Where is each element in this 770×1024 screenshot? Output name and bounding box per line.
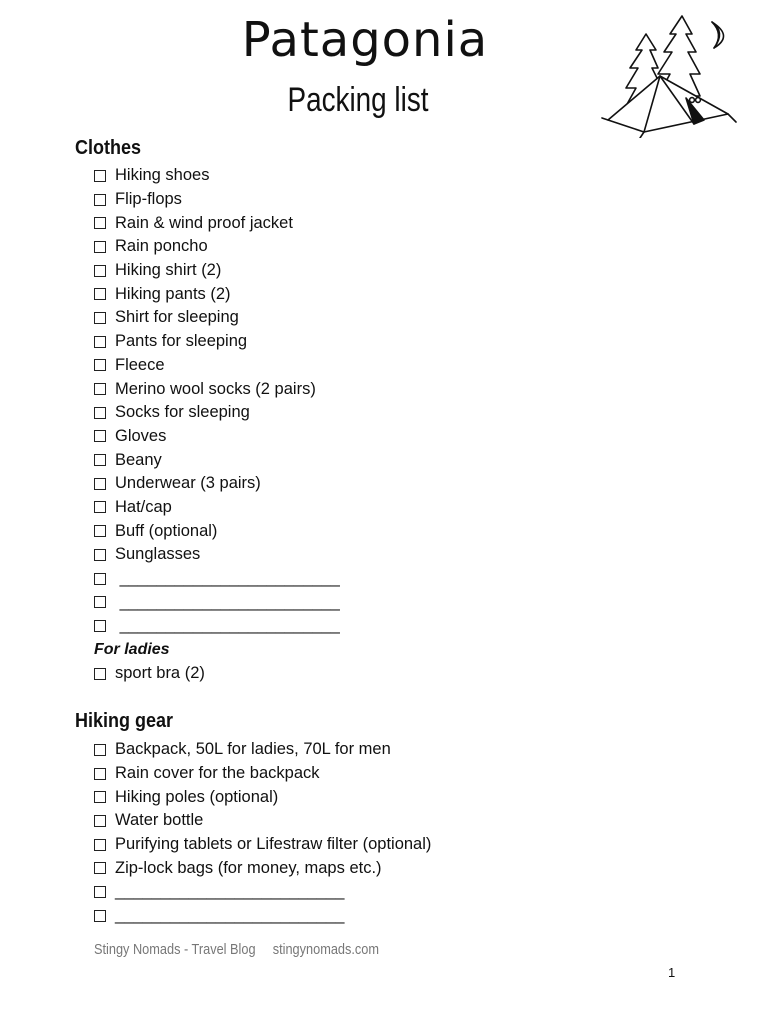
checklist-item	[94, 833, 431, 857]
checklist-item-label: Flip-flops	[115, 190, 182, 209]
checklist-item	[94, 354, 340, 378]
checklist-item	[94, 856, 431, 880]
checkbox[interactable]	[94, 596, 106, 608]
checklist-item-label: Underwear (3 pairs)	[115, 474, 261, 493]
checklist-item-label: Rain cover for the backpack	[115, 764, 320, 783]
section-heading-hiking-gear: Hiking gear	[75, 710, 174, 732]
checklist-item	[94, 188, 340, 212]
checkbox[interactable]	[94, 478, 106, 490]
checklist-item-label: ________________________	[115, 616, 340, 635]
checkbox[interactable]	[94, 525, 106, 537]
checklist-item-label: Gloves	[115, 426, 167, 445]
checklist-item	[94, 762, 431, 786]
for-ladies-heading: For ladies	[94, 641, 170, 658]
checkbox[interactable]	[94, 170, 106, 182]
checkbox[interactable]	[94, 265, 106, 277]
checkbox[interactable]	[94, 839, 106, 851]
section-heading-clothes: Clothes	[75, 137, 142, 159]
checklist-item	[94, 880, 431, 904]
checklist-item	[94, 519, 340, 543]
ladies-checklist	[94, 662, 205, 686]
checklist-item	[94, 738, 431, 762]
checkbox[interactable]	[94, 549, 106, 561]
checklist-item	[94, 567, 340, 591]
checklist-item-label: ________________________	[115, 569, 340, 588]
checklist-item-label: Hiking poles (optional)	[115, 787, 279, 806]
checklist-item-label: Hat/cap	[115, 497, 172, 516]
clothes-checklist	[94, 164, 340, 638]
checklist-item	[94, 306, 340, 330]
checkbox[interactable]	[94, 862, 106, 874]
checklist-item-label: Beany	[115, 450, 162, 469]
checkbox[interactable]	[94, 620, 106, 632]
checkbox[interactable]	[94, 359, 106, 371]
checkbox[interactable]	[94, 241, 106, 253]
page-number: 1	[668, 965, 676, 980]
hiking-gear-checklist	[94, 738, 431, 928]
checkbox[interactable]	[94, 407, 106, 419]
footer-brand: Stingy Nomads - Travel Blog	[94, 941, 256, 958]
checklist-item-label: Backpack, 50L for ladies, 70L for men	[115, 740, 391, 759]
checklist-item-label: ________________________	[115, 592, 340, 611]
footer	[94, 941, 379, 958]
checklist-item	[94, 377, 340, 401]
checklist-item	[94, 785, 431, 809]
checklist-item-label: Zip-lock bags (for money, maps etc.)	[115, 858, 382, 877]
checklist-item	[94, 543, 340, 567]
checklist-item-label: Rain & wind proof jacket	[115, 213, 293, 232]
checkbox[interactable]	[94, 744, 106, 756]
checklist-item	[94, 662, 205, 686]
checklist-item-label: Rain poncho	[115, 237, 208, 256]
checkbox[interactable]	[94, 336, 106, 348]
checklist-item	[94, 904, 431, 928]
checklist-item-label: Hiking pants (2)	[115, 284, 231, 303]
checkbox[interactable]	[94, 312, 106, 324]
footer-url: stingynomads.com	[272, 941, 380, 958]
checklist-item	[94, 425, 340, 449]
checklist-item	[94, 809, 431, 833]
page-subtitle: Packing list	[287, 81, 429, 119]
checklist-item	[94, 330, 340, 354]
checkbox[interactable]	[94, 573, 106, 585]
checklist-item	[94, 164, 340, 188]
checklist-item-label: Buff (optional)	[115, 521, 218, 540]
checklist-item	[94, 496, 340, 520]
checklist-item-label: Socks for sleeping	[115, 403, 250, 422]
checklist-item-label: Hiking shoes	[115, 166, 210, 185]
checklist-item-label: Hiking shirt (2)	[115, 261, 222, 280]
checkbox[interactable]	[94, 501, 106, 513]
checkbox[interactable]	[94, 383, 106, 395]
checklist-item-label: Fleece	[115, 355, 165, 374]
checkbox[interactable]	[94, 815, 106, 827]
checkbox[interactable]	[94, 791, 106, 803]
checklist-item	[94, 211, 340, 235]
checklist-item-label: Merino wool socks (2 pairs)	[115, 379, 316, 398]
checklist-item-label: Purifying tablets or Lifestraw filter (optional)	[115, 835, 432, 854]
checklist-item-label: Water bottle	[115, 811, 204, 830]
camping-tent-trees-moon-icon	[600, 14, 740, 138]
checklist-item-label: _________________________	[115, 906, 345, 925]
checkbox[interactable]	[94, 910, 106, 922]
checkbox[interactable]	[94, 194, 106, 206]
checkbox[interactable]	[94, 454, 106, 466]
checklist-item-label: Pants for sleeping	[115, 332, 248, 351]
checklist-item	[94, 614, 340, 638]
checklist-item	[94, 401, 340, 425]
checklist-item-label: _________________________	[115, 882, 345, 901]
page-title: Patagonia	[241, 12, 489, 68]
checklist-item	[94, 590, 340, 614]
checklist-item	[94, 448, 340, 472]
checklist-item	[94, 472, 340, 496]
checklist-item-label: Shirt for sleeping	[115, 308, 239, 327]
checkbox[interactable]	[94, 668, 106, 680]
checkbox[interactable]	[94, 288, 106, 300]
checklist-item	[94, 282, 340, 306]
checkbox[interactable]	[94, 217, 106, 229]
checkbox[interactable]	[94, 768, 106, 780]
checklist-item	[94, 259, 340, 283]
checkbox[interactable]	[94, 886, 106, 898]
checkbox[interactable]	[94, 430, 106, 442]
checklist-item	[94, 235, 340, 259]
checklist-item-label: Sunglasses	[115, 545, 201, 564]
checklist-item-label: sport bra (2)	[115, 664, 205, 683]
